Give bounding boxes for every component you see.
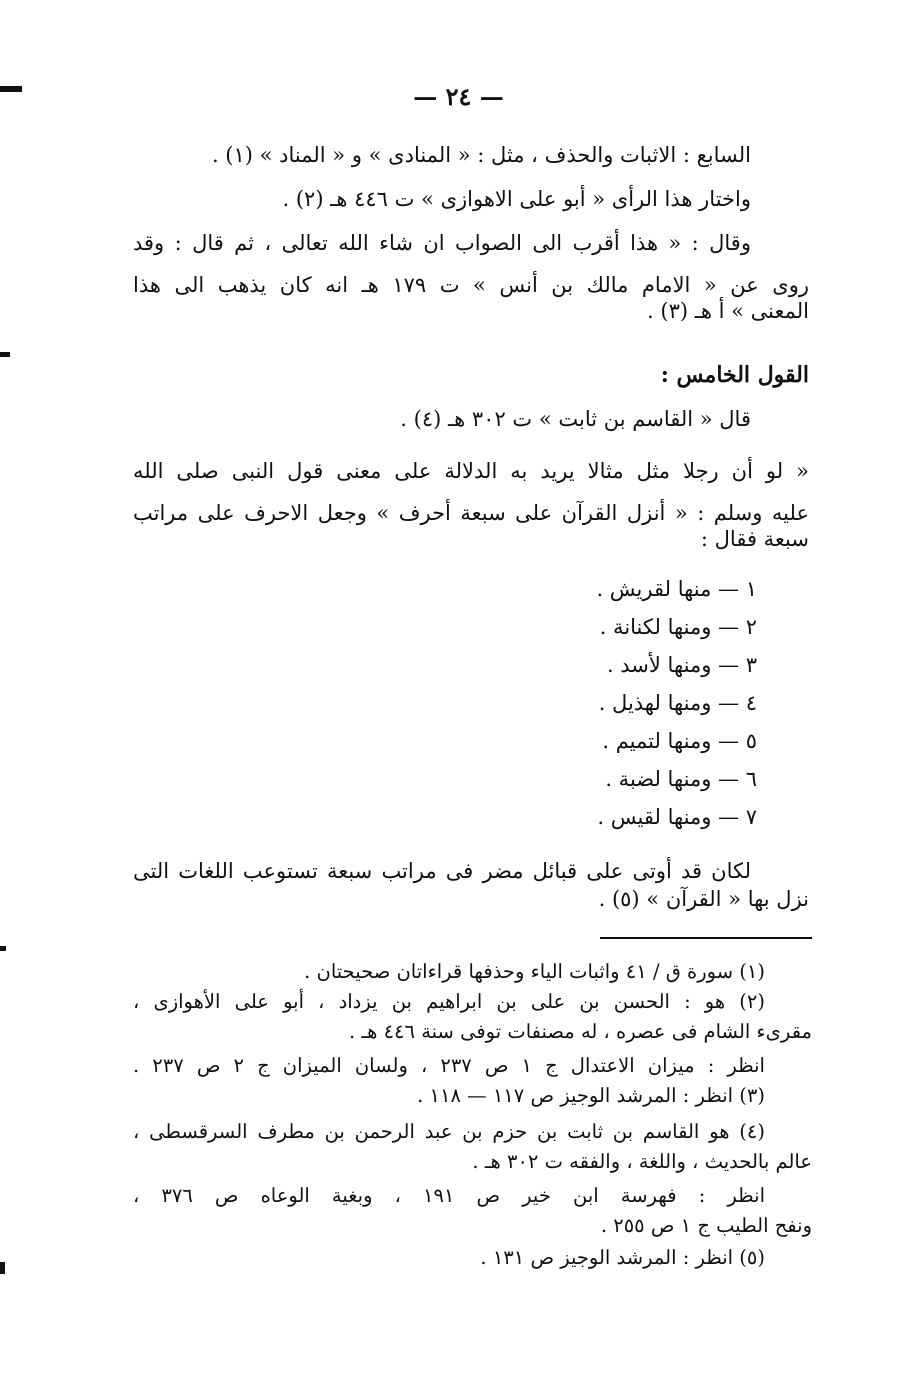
scan-edge-mark-middle [0, 352, 10, 357]
scan-edge-mark-bottom [0, 1262, 5, 1274]
body-paragraph-5-line-2: عليه وسلم : « أنزل القرآن على سبعة أحرف » وجعل الاحرف على مراتب [133, 501, 809, 525]
footnote-4-line-4: ونفح الطيب ج ١ ص ٢٥٥ . [600, 1214, 812, 1237]
scan-edge-mark-lower [0, 946, 6, 951]
footnote-4-line-1: (٤) هو القاسم بن ثابت بن حزم بن عبد الرحمن بن مطرف السرقسطى ، [133, 1120, 765, 1143]
section-heading: القول الخامس : [660, 362, 809, 388]
footnote-4-line-3: انظر : فهرسة ابن خير ص ١٩١ ، وبغية الوعاه ص ٣٧٦ ، [133, 1184, 765, 1207]
footnote-2-line-1: (٢) هو : الحسن بن على بن ابراهيم بن يزداد ، أبو على الأهوازى ، [133, 990, 765, 1013]
footnote-2-line-3: انظر : ميزان الاعتدال ج ١ ص ٢٣٧ ، ولسان الميزان ج ٢ ص ٢٣٧ . [133, 1054, 765, 1077]
footnote-3: (٣) انظر : المرشد الوجيز ص ١١٧ — ١١٨ . [417, 1084, 765, 1107]
list-item-2: ٢ — ومنها لكنانة . [599, 615, 757, 639]
footnote-2-line-2: مقرىء الشام فى عصره ، له مصنفات توفى سنة ٤٤٦ هـ . [348, 1020, 812, 1043]
footnote-4-line-2: عالم بالحديث ، واللغة ، والفقه ت ٣٠٢ هـ . [472, 1150, 812, 1173]
body-paragraph-3-line-2: روى عن « الامام مالك بن أنس » ت ١٧٩ هـ انه كان يذهب الى هذا [133, 273, 810, 297]
body-paragraph-1-line-1: السابع : الاثبات والحذف ، مثل : « المنادى » و « المناد » (١) . [211, 143, 751, 167]
footnote-1: (١) سورة ق / ٤١ واثبات الياء وحذفها قراءاتان صحيحتان . [304, 960, 765, 983]
page-number: — ٢٤ — [413, 82, 504, 111]
list-item-3: ٣ — ومنها لأسد . [606, 653, 757, 677]
body-paragraph-3-line-3: المعنى » أ هـ (٣) . [647, 299, 809, 323]
list-item-5: ٥ — ومنها لتميم . [602, 729, 757, 753]
list-item-1: ١ — منها لقريش . [596, 577, 757, 601]
footnote-5: (٥) انظر : المرشد الوجيز ص ١٣١ . [480, 1246, 765, 1269]
body-paragraph-4-line-1: قال « القاسم بن ثابت » ت ٣٠٢ هـ (٤) . [400, 407, 751, 431]
body-paragraph-6-line-2: نزل بها « القرآن » (٥) . [598, 887, 809, 911]
footnote-separator [600, 937, 812, 939]
list-item-7: ٧ — ومنها لقيس . [597, 805, 757, 829]
list-item-6: ٦ — ومنها لضبة . [605, 767, 757, 791]
body-paragraph-5-line-3: سبعة فقال : [700, 527, 809, 551]
body-paragraph-6-line-1: لكان قد أوتى على قبائل مضر فى مراتب سبعة تستوعب اللغات التى [133, 859, 751, 883]
body-paragraph-5-line-1: « لو أن رجلا مثل مثالا يريد به الدلالة على معنى قول النبى صلى الله [133, 459, 809, 483]
list-item-4: ٤ — ومنها لهذيل . [598, 691, 757, 715]
body-paragraph-3-line-1: وقال : « هذا أقرب الى الصواب ان شاء الله تعالى ، ثم قال : وقد [133, 231, 751, 255]
body-paragraph-2-line-1: واختار هذا الرأى « أبو على الاهوازى » ت ٤٤٦ هـ (٢) . [282, 187, 751, 211]
